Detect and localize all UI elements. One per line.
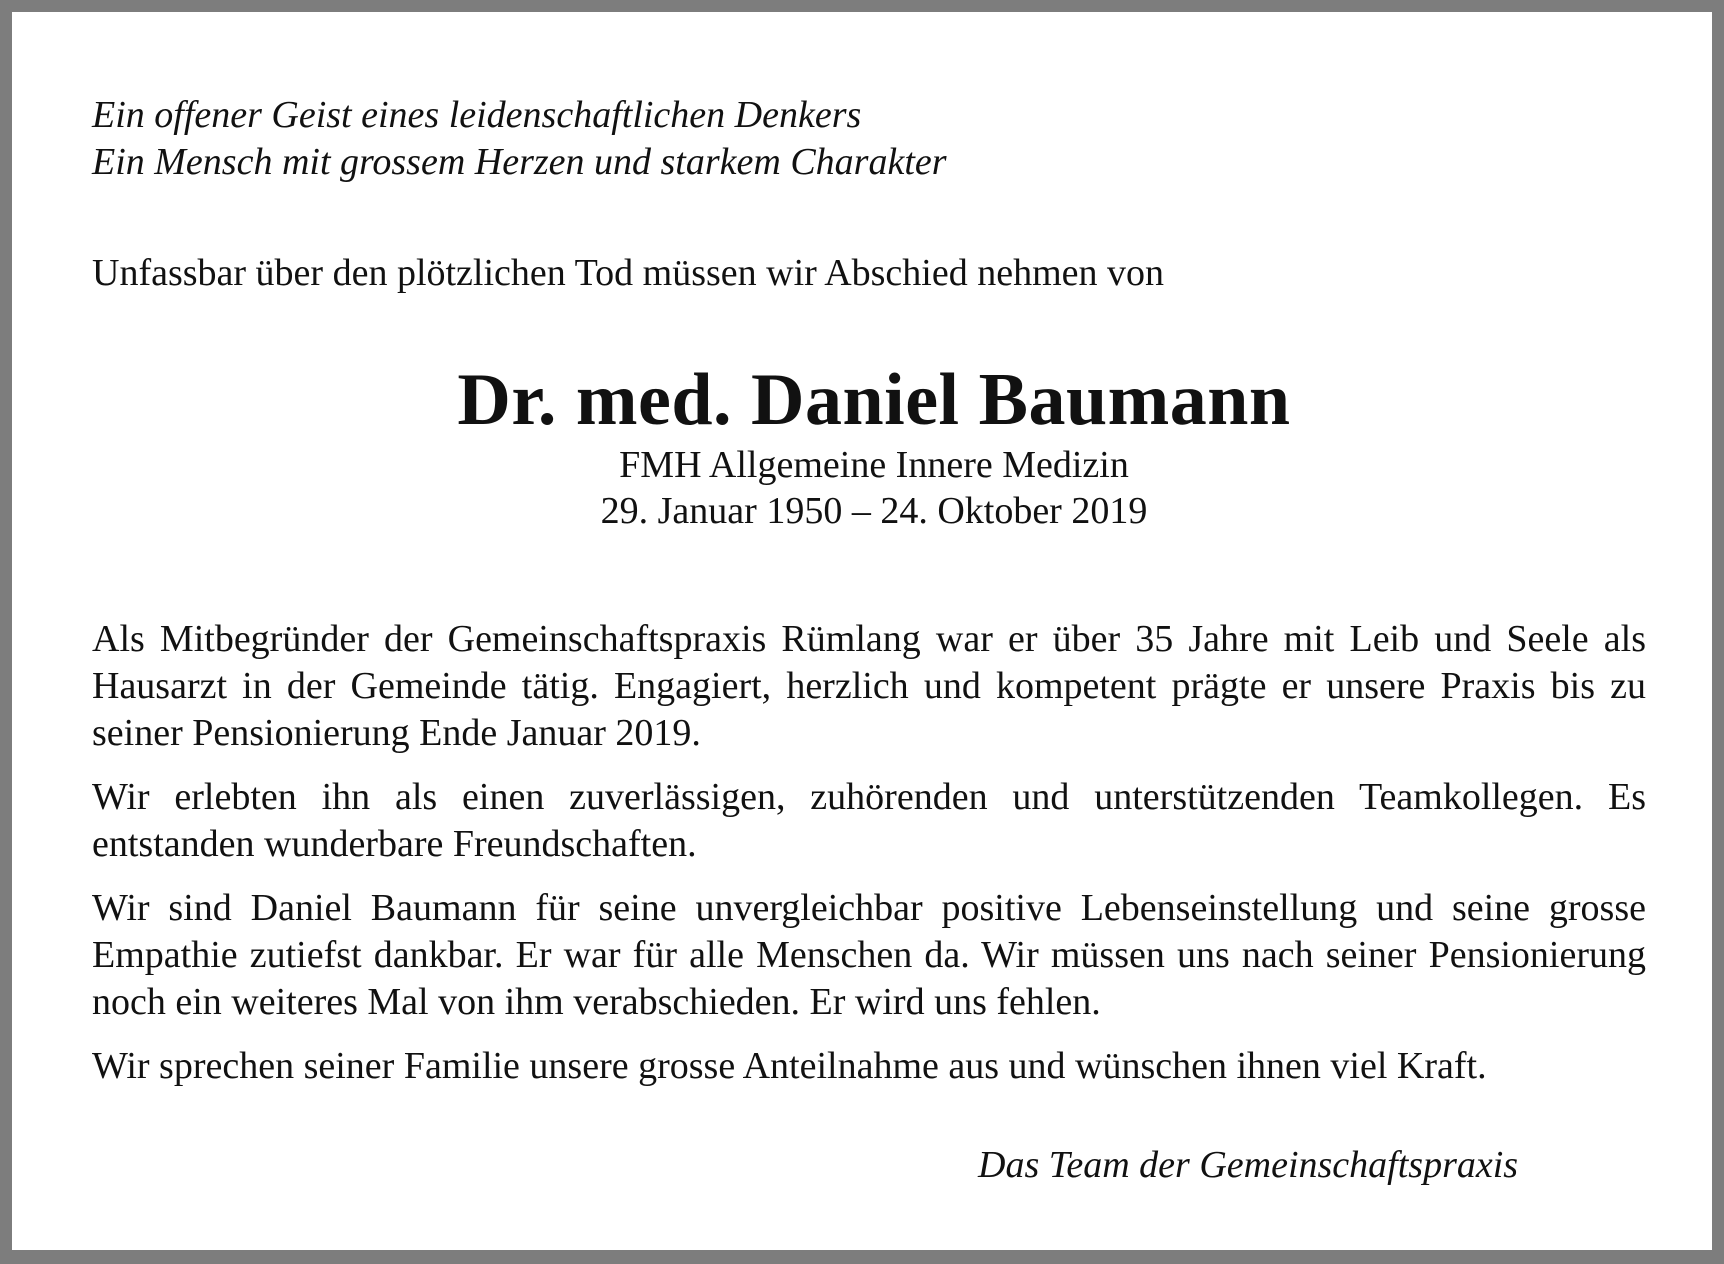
paragraph-3: Wir sind Daniel Baumann für seine unvergleichbar positive Lebenseinstellung und seine grosse Empathie zutiefst dankbar. Er war für alle Menschen da. Wir müssen uns nach seiner Pensionierung noch ein weiteres Mal von ihm verabschieden. Er wird uns fehlen.: [92, 887, 1646, 1023]
intro-text: Unfassbar über den plötzlichen Tod müssen wir Abschied nehmen von: [92, 252, 1165, 294]
life-dates: 29. Januar 1950 – 24. Oktober 2019: [600, 490, 1148, 532]
body-text: [92, 616, 1646, 1107]
paragraph-4: Wir sprechen seiner Familie unsere grosse Anteilnahme aus und wünschen ihnen viel Kraft.: [92, 1045, 1487, 1087]
deceased-name: Dr. med. Daniel Baumann: [457, 359, 1291, 441]
specialty: FMH Allgemeine Innere Medizin: [619, 444, 1129, 486]
name-block: [12, 358, 1724, 534]
signature: Das Team der Gemeinschaftspraxis: [978, 1144, 1519, 1186]
motto-line-1: Ein offener Geist eines leidenschaftlichen Denkers: [92, 94, 862, 136]
motto: [92, 92, 947, 186]
obituary-page: [12, 12, 1712, 1250]
paragraph-2: Wir erlebten ihn als einen zuverlässigen, zuhörenden und unterstützenden Teamkollegen. Es entstanden wunderbare Freundschaften.: [92, 776, 1646, 865]
motto-line-2: Ein Mensch mit grossem Herzen und starkem Charakter: [92, 141, 947, 183]
paragraph-1: Als Mitbegründer der Gemeinschaftspraxis Rümlang war er über 35 Jahre mit Leib und Seele als Hausarzt in der Gemeinde tätig. Engagiert, herzlich und kompetent prägte er unsere Praxis bis zu seiner Pensionierung Ende Januar 2019.: [92, 618, 1646, 754]
